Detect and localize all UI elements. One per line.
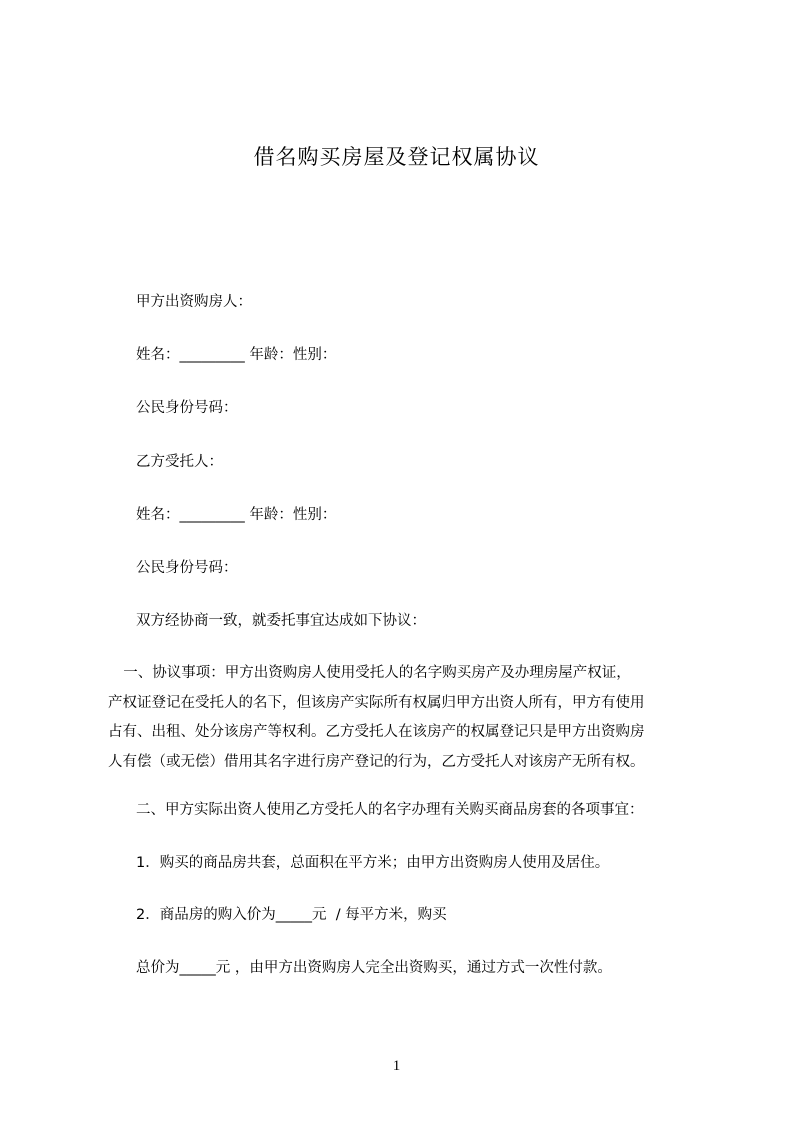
clause-2-item-2-total: 总价为_____元 ，由甲方出资购房人完全出资购买，通过方式一次性付款。 <box>136 960 612 976</box>
clause-1-paragraph <box>108 659 698 777</box>
clause-2-item-1: 1．购买的商品房共套，总面积在平方米；由甲方出资购房人使用及居住。 <box>136 855 610 871</box>
clause-1-line: 一、协议事项：甲方出资购房人使用受托人的名字购买房产及办理房屋产权证， <box>114 665 631 681</box>
clause-1-line: 产权证登记在受托人的名下，但该房产实际所有权属归甲方出资人所有，甲方有使用 <box>108 694 645 711</box>
page-number: 1 <box>392 1058 401 1074</box>
clause-2-item-2: 2．商品房的购入价为_____元 / 每平方米，购买 <box>136 907 447 923</box>
clause-1-line: 占有、出租、处分该房产等权利。乙方受托人在该房产的权属登记只是甲方出资购房 <box>108 724 645 740</box>
party-a-heading: 甲方出资购房人： <box>136 294 252 310</box>
party-b-name-line: 姓名：_________ 年龄：性别： <box>136 507 337 523</box>
party-b-id-line: 公民身份号码： <box>136 560 238 576</box>
party-b-heading: 乙方受托人： <box>136 454 223 470</box>
clause-2-heading: 二、甲方实际出资人使用乙方受托人的名字办理有关购买商品房套的各项事宜： <box>136 802 644 818</box>
clause-1-line: 人有偿（或无偿）借用其名字进行房产登记的行为，乙方受托人对该房产无所有权。 <box>108 753 645 770</box>
document-title: 借名购买房屋及登记权属协议 <box>253 145 540 169</box>
party-a-id-line: 公民身份号码： <box>136 400 238 416</box>
consensus-line: 双方经协商一致，就委托事宜达成如下协议： <box>136 613 426 629</box>
party-a-name-line: 姓名：_________ 年龄：性别： <box>136 347 337 363</box>
